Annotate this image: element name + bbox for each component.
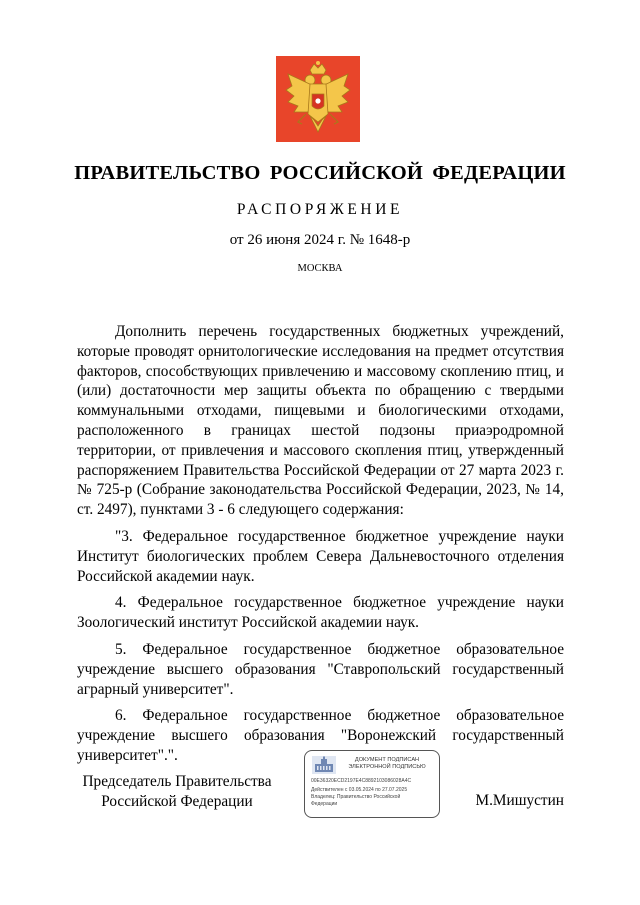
document-body — [77, 322, 564, 773]
document-city: МОСКВА — [297, 263, 343, 274]
signatory-position — [77, 772, 277, 812]
stamp-owner-line1: Владелец: Правительство Российской — [311, 794, 401, 800]
government-building-icon — [312, 756, 336, 774]
stamp-title-line2: ЭЛЕКТРОННОЙ ПОДПИСЬЮ — [348, 764, 426, 770]
signatory-name: М.Мишустин — [475, 792, 564, 809]
signatory-position-line2: Российской Федерации — [101, 792, 253, 810]
body-paragraph-item-3: "3. Федеральное государственное бюджетное учреждение науки Институт биологических проблем Севера Дальневосточного отделения Российской академии наук. — [77, 527, 564, 585]
stamp-owner-line2: Федерации — [311, 801, 338, 807]
government-title: ПРАВИТЕЛЬСТВО РОССИЙСКОЙ ФЕДЕРАЦИИ — [74, 162, 566, 184]
coat-of-arms-emblem — [276, 56, 360, 142]
body-paragraph-item-5: 5. Федеральное государственное бюджетное образовательное учреждение высшего образования "Ставропольский государственный аграрный университет". — [77, 640, 564, 698]
stamp-serial: 00E36320ECD2197E4C8892103086028A4C — [311, 778, 412, 784]
signatory-position-line1: Председатель Правительства — [82, 773, 272, 790]
electronic-signature-stamp — [304, 750, 440, 818]
document-type: РАСПОРЯЖЕНИЕ — [236, 201, 404, 218]
stamp-title — [339, 757, 435, 771]
russian-coat-of-arms-icon — [276, 56, 360, 142]
stamp-validity: Действителен с 03.05.2024 по 27.07.2025 — [311, 787, 408, 793]
stamp-title-line1: ДОКУМЕНТ ПОДПИСАН — [354, 757, 420, 763]
document-date-number: от 26 июня 2024 г. № 1648-р — [229, 232, 411, 248]
body-paragraph-item-6: 6. Федеральное государственное бюджетное образовательное учреждение высшего образования "Воронежский государственный университет".". — [77, 707, 564, 764]
body-paragraph-intro: Дополнить перечень государственных бюджетных учреждений, которые проводят орнитологические исследования на предмет отсутствия факторов, способствующих привлечению и массовому скоплению птиц, и (или) достаточности мер защиты объекта по обращению с твердыми коммунальными отходами, пищевыми и биологическими отходами, расположенного в границах шестой подзоны приаэродромной территории, от привлечения и массового скопления птиц, утвержденный распоряжением Правительства Российской Федерации от 27 марта 2023 г. № 725-р (Собрание законодательства Российской Федерации, 2023, № 14, ст. 2497), пунктами 3 - 6 следующего содержания: — [77, 323, 564, 519]
body-paragraph-item-4: 4. Федеральное государственное бюджетное учреждение науки Зоологический институт Российской академии наук. — [77, 594, 564, 632]
